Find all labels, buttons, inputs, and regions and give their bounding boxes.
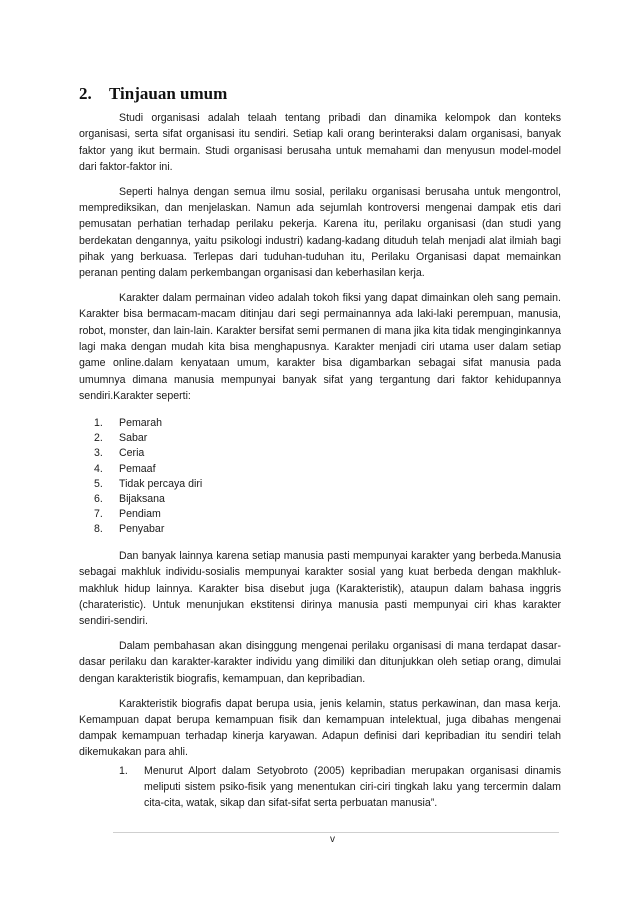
section-number: 2.	[79, 84, 92, 103]
list-item: 2. Sabar	[94, 432, 148, 445]
list-item: 7. Pendiam	[94, 507, 161, 520]
paragraph-karakter-game: Karakter dalam permainan video adalah tokoh fiksi yang dapat dimainkan oleh sang pemain. Karakter bisa bermacam-macam ditinjau dari segi permainannya ada laki-laki perempuan, manusia, robot, monster, dan lain-lain. Karakter bersifat semi permanen di mana jika kita tidak menginginkannya lagi maka dengan mudah kita bisa menghapusnya. Karakter menjadi ciri utama user dalam setiap game online.dalam kenyataan umum, karakter bisa digambarkan sebagai sifat manusia pada umumnya dimana manusia mempunyai banyak sifat yang tergantung dari faktor kehidupannya sendiri.Karakter seperti:	[79, 292, 561, 402]
footer-divider	[113, 832, 559, 833]
paragraph-pembahasan: Dalam pembahasan akan disinggung mengenai perilaku organisasi di mana terdapat dasar-dasar perilaku dan karakter-karakter individu yang dimiliki dan ditunjukkan oleh setiap orang, dimulai dengan karakteristik biografis, kemampuan, dan kepribadian.	[79, 640, 561, 685]
section-title: Tinjauan umum	[109, 84, 228, 103]
page-number: v	[330, 834, 335, 845]
paragraph-studi-organisasi: Studi organisasi adalah telaah tentang pribadi dan dinamika kelompok dan konteks organisasi, serta sifat organisasi itu sendiri. Setiap kali orang berinteraksi dalam organisasi, banyak faktor yang ikut bermain. Studi organisasi berusaha untuk memahami dan menyusun model-model dari faktor-faktor ini.	[79, 112, 561, 173]
body-text	[79, 110, 561, 812]
list-item: 8. Penyabar	[94, 522, 165, 535]
list-item: 6. Bijaksana	[94, 492, 165, 505]
paragraph-ilmu-sosial: Seperti halnya dengan semua ilmu sosial, perilaku organisasi berusaha untuk mengontrol, memprediksikan, dan menjelaskan. Namun ada sejumlah kontroversi mengenai dampak etis dari pemusatan perhatian terhadap perilaku pekerja. Karena itu, perilaku organisasi (dan studi yang berdekatan dengannya, yaitu psikologi industri) kadang-kadang dituduh telah menjadi alat ilmiah bagi pihak yang berkuasa. Terlepas dari tuduhan-tuduhan itu, Perilaku Organisasi dapat memainkan peranan penting dalam perkembangan organisasi dan keberhasilan kerja.	[79, 185, 561, 280]
list-item: 1. Menurut Alport dalam Setyobroto (2005) kepribadian merupakan organisasi dinamis meliputi sistem psiko-fisik yang menentukan ciri-ciri tingkah laku yang tercermin dalam cita-cita, watak, sikap dan sifat-sifat serta perbuatan manusia”.	[119, 764, 561, 810]
list-item: 1. Pemarah	[94, 417, 162, 430]
paragraph-karakter-manusia: Dan banyak lainnya karena setiap manusia pasti mempunyai karakter yang berbeda.Manusia sebagai makhluk individu-sosialis mempunyai karakter sosial yang kuat berbeda dengan makhluk-makhluk hidup lainnya. Karakter bisa disebut juga (Karakteristik), ataupun dalam bahasa inggris (charateristic). Untuk menunjukan ekstitensi dirinya manusia pasti mempunyai ciri khas karakter sendiri-sendiri.	[79, 549, 561, 628]
section-heading	[79, 84, 227, 104]
trait-list	[79, 416, 561, 537]
definition-list	[79, 763, 561, 812]
list-item: 3. Ceria	[94, 447, 145, 460]
list-item: 5. Tidak percaya diri	[94, 477, 203, 490]
list-item: 4. Pemaaf	[94, 462, 156, 475]
paragraph-karakteristik-biografis: Karakteristik biografis dapat berupa usia, jenis kelamin, status perkawinan, dan masa kerja. Kemampuan dapat berupa kemampuan fisik dan kemampuan intelektual, juga dibahas mengenai dampak kemampuan terhadap kinerja karyawan. Adapun definisi dari kepribadian itu sendiri telah dikemukakan para ahli.	[79, 697, 561, 759]
